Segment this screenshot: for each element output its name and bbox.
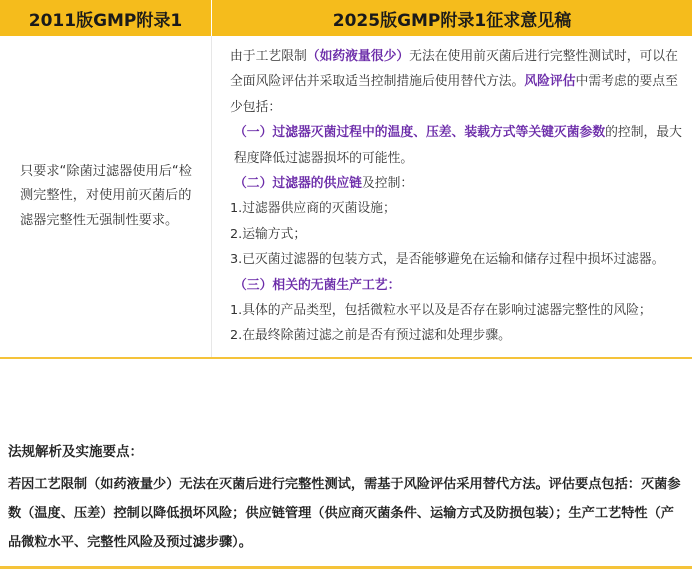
point-2 [230,171,682,196]
point-1-text: 的控制，最大程度降低过滤器损坏的可能性。 [234,125,682,166]
intro-paragraph [230,44,682,120]
old-requirement-text: 只要求“除菌过滤器使用后“检测完整性，对使用前灭菌后的滤器完整性无强制性要求。 [20,163,192,228]
intro-text-3: 中需考虑的要点至少包括： [230,74,678,115]
header-old-version: 2011版GMP附录1 [0,0,212,36]
intro-text-2: 无法在使用前灭菌后进行完整性测试时，可以在全面风险评估并采取适当控制措施后使用替代方法。 [230,49,678,90]
point-2-heading: （二）过滤器的供应链 [234,176,362,192]
old-requirement-cell [0,36,212,358]
table-header-row [0,0,692,36]
analysis-title: 法规解析及实施要点： [8,444,143,460]
intro-text: 由于工艺限制 [230,49,307,64]
analysis-body: 若因工艺限制（如药液量少）无法在灭菌后进行完整性测试，需基于风险评估采用替代方法。评估要点包括：灭菌参数（温度、压差）控制以降低损坏风险；供应链管理（供应商灭菌条件、运输方式及防损包装）；生产工艺特性（产品微粒水平、完整性风险及预过滤步骤）。 [8,477,681,550]
point-3-heading: （三）相关的无菌生产工艺 [234,277,388,293]
point-3-item: 1.具体的产品类型，包括微粒水平以及是否存在影响过滤器完整性的风险； [230,303,652,319]
point-3-item: 2.在最终除菌过滤之前是否有预过滤和处理步骤。 [230,328,511,344]
header-new-version: 2025版GMP附录1征求意见稿 [212,0,692,36]
new-requirement-content [212,36,692,357]
new-requirement-cell [212,36,692,358]
analysis-section [0,430,692,557]
risk-assessment-highlight: 风险评估 [524,74,576,90]
intro-highlight: （如药液量很少） [306,49,410,64]
point-2-item: 3.已灭菌过滤器的包装方式，是否能够避免在运输和储存过程中损坏过滤器。 [230,252,665,268]
point-3 [230,273,682,298]
point-2-item: 2.运输方式； [230,226,307,242]
point-1 [230,120,682,171]
point-1-heading: （一）过滤器灭菌过程中的温度、压差、装载方式等关键灭菌参数 [234,125,606,141]
point-2-item: 1.过滤器供应商的灭菌设施； [230,201,396,217]
point-2-text: 及控制： [361,176,414,192]
point-3-text: ： [387,277,401,293]
table-row [0,36,692,358]
